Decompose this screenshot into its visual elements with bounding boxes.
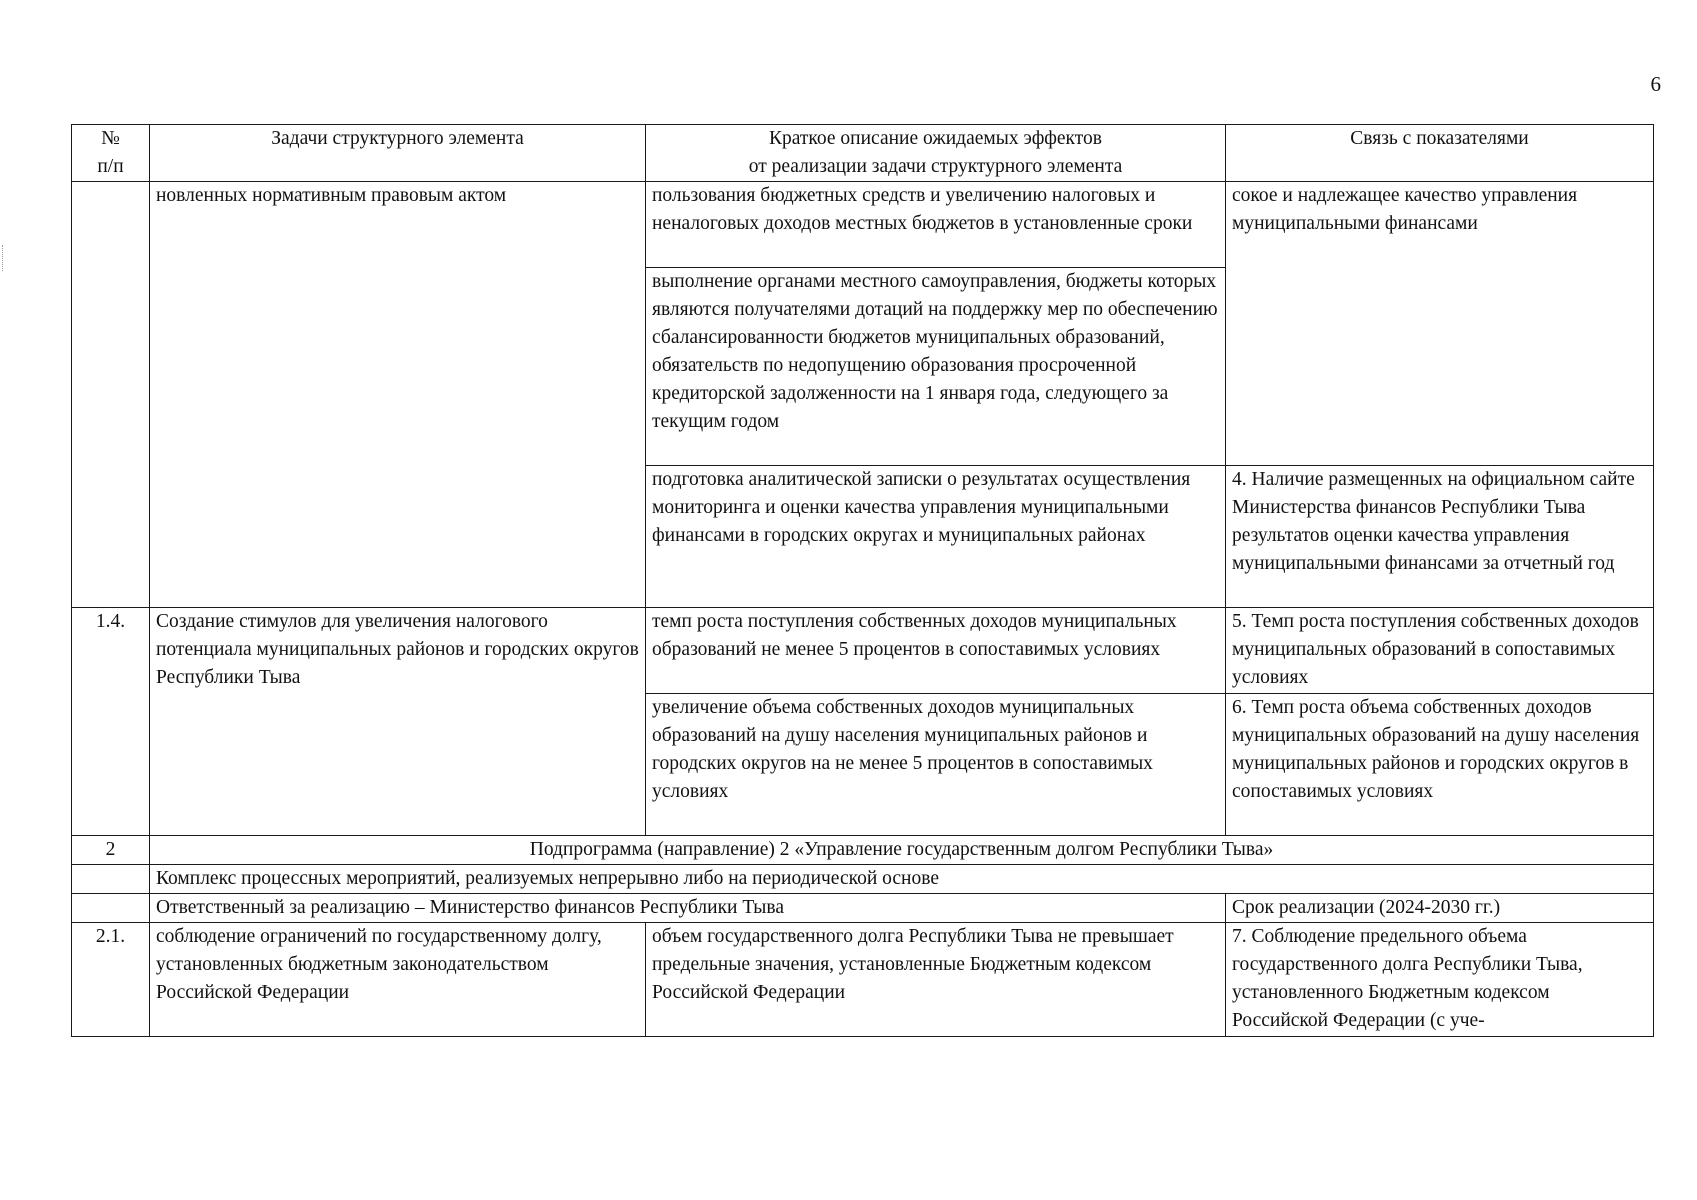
table-row xyxy=(72,836,1654,865)
cell-task: Создание стимулов для увеличения налогового потенциала муниципальных районов и городских округов Республики Тыва xyxy=(150,608,646,836)
table-row xyxy=(72,894,1654,923)
structural-elements-table xyxy=(71,124,1654,1037)
table-row xyxy=(72,865,1654,894)
responsible-text: Ответственный за реализацию – Министерство финансов Республики Тыва xyxy=(150,894,1226,923)
header-indicators: Связь с показателями xyxy=(1226,125,1654,182)
table-row xyxy=(72,923,1654,1037)
cell-effect: темп роста поступления собственных доходов муниципальных образований не менее 5 процентов в сопоставимых условиях xyxy=(646,608,1226,694)
cell-effect: пользования бюджетных средств и увеличению налоговых и неналоговых доходов местных бюджетов в установленные сроки xyxy=(646,182,1226,268)
header-effects: Краткое описание ожидаемых эффектов от реализации задачи структурного элемента xyxy=(646,125,1226,182)
table-row xyxy=(72,608,1654,694)
cell-indicator: сокое и надлежащее качество управления муниципальными финансами xyxy=(1226,182,1654,466)
page-number: 6 xyxy=(1650,72,1661,96)
cell-num: 1.4. xyxy=(72,608,150,836)
cell-num xyxy=(72,894,150,923)
margin-scan-mark xyxy=(2,245,4,271)
table-header-row xyxy=(72,125,1654,182)
complex-title: Комплекс процессных мероприятий, реализуемых непрерывно либо на периодической основе xyxy=(150,865,1654,894)
header-tasks: Задачи структурного элемента xyxy=(150,125,646,182)
cell-num xyxy=(72,182,150,608)
cell-task: соблюдение ограничений по государственному долгу, установленных бюджетным законодательством Российской Федерации xyxy=(150,923,646,1037)
cell-num: 2.1. xyxy=(72,923,150,1037)
cell-effect: подготовка аналитической записки о результатах осуществления мониторинга и оценки качества управления муниципальными финансами в городских округах и муниципальных районах xyxy=(646,466,1226,608)
cell-effect: объем государственного долга Республики Тыва не превышает предельные значения, установленные Бюджетным кодексом Российской Федерации xyxy=(646,923,1226,1037)
cell-task: новленных нормативным правовым актом xyxy=(150,182,646,608)
cell-indicator: 5. Темп роста поступления собственных доходов муниципальных образований в сопоставимых условиях xyxy=(1226,608,1654,694)
cell-effect: увеличение объема собственных доходов муниципальных образований на душу населения муниципальных районов и городских округов на не менее 5 процентов в сопоставимых условиях xyxy=(646,694,1226,836)
cell-indicator: 4. Наличие размещенных на официальном сайте Министерства финансов Республики Тыва результатов оценки качества управления муниципальными финансами за отчетный год xyxy=(1226,466,1654,608)
term-text: Срок реализации (2024-2030 гг.) xyxy=(1226,894,1654,923)
table-row xyxy=(72,182,1654,268)
cell-effect: выполнение органами местного самоуправления, бюджеты которых являются получателями дотаций на поддержку мер по обеспечению сбалансированности бюджетов муниципальных образований, обязательств по недопущению образования просроченной кредиторской задолженности на 1 января года, следующего за текущим годом xyxy=(646,268,1226,466)
cell-indicator: 6. Темп роста объема собственных доходов муниципальных образований на душу населения муниципальных районов и городских округов в сопоставимых условиях xyxy=(1226,694,1654,836)
subprogram-title: Подпрограмма (направление) 2 «Управление государственным долгом Республики Тыва» xyxy=(150,836,1654,865)
cell-num xyxy=(72,865,150,894)
cell-num: 2 xyxy=(72,836,150,865)
cell-indicator: 7. Соблюдение предельного объема государственного долга Республики Тыва, установленного Бюджетным кодексом Российской Федерации (с уче- xyxy=(1226,923,1654,1037)
header-num: № п/п xyxy=(72,125,150,182)
